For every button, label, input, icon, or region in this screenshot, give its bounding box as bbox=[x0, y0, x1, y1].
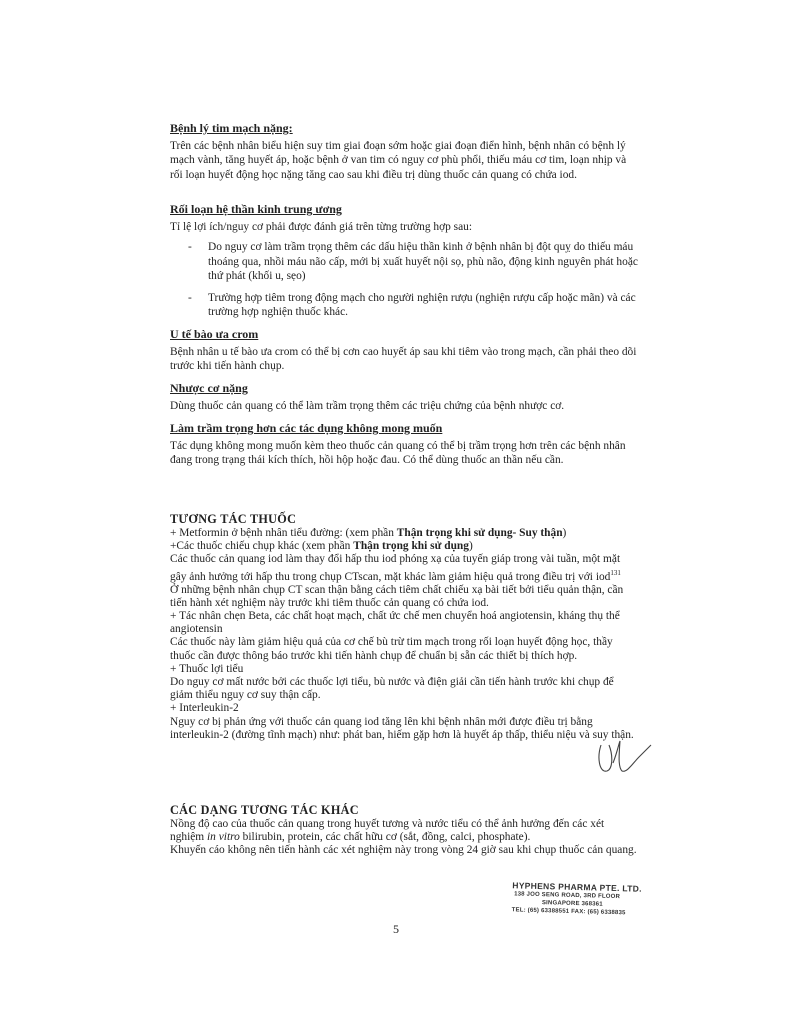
signature bbox=[593, 733, 653, 783]
section-myasthenia bbox=[170, 381, 638, 413]
superscript: 131 bbox=[610, 568, 621, 577]
section-paragraph: Dùng thuốc cản quang có thể làm trầm trọng thêm các triệu chứng của bệnh nhược cơ. bbox=[170, 400, 565, 412]
section-paragraph: Tỉ lệ lợi ích/nguy cơ phải được đánh giá trên từng trường hợp sau: bbox=[170, 221, 473, 233]
bullet-item: - Trường hợp tiêm trong động mạch cho người nghiện rượu (nghiện rượu cấp hoặc mãn) và các trường hợp nghiện thuốc khác. bbox=[170, 291, 638, 320]
other-line: Nồng độ cao của thuốc cản quang trong huyết tương và nước tiểu có thể ảnh hưởng đến các xét nghiệm in vitro bilirubin, protein, các chất hữu cơ (sắt, đồng, calci, phosphate). bbox=[170, 818, 605, 844]
other-line: Khuyến cáo không nên tiến hành các xét nghiệm này trong vòng 24 giờ sau khi chụp thuốc cản quang. bbox=[170, 844, 637, 857]
section-cns bbox=[170, 202, 638, 319]
interaction-line: + Tác nhân chẹn Beta, các chất hoạt mạch, chất ức chế men chuyển hoá angiotensin, kháng thụ thể angiotensin bbox=[170, 610, 620, 636]
section-heading: U tế bào ưa crom bbox=[170, 327, 259, 341]
section-paragraph: Tác dụng không mong muốn kèm theo thuốc cản quang có thể bị trầm trọng hơn trên các bệnh nhân đang trong trạng thái kích thích, hồi hộp hoặc đau. Có thể dùng thuốc an thần nếu cần. bbox=[170, 440, 626, 467]
page-number: 5 bbox=[393, 922, 399, 936]
interaction-line: +Các thuốc chiếu chụp khác (xem phần Thận trọng khi sử dụng) bbox=[170, 540, 473, 553]
stamp-address: 138 JOO SENG ROAD, 3RD FLOOR bbox=[514, 891, 621, 901]
stamp-address: SINGAPORE 368361 bbox=[541, 900, 603, 908]
section-heading: Làm trầm trọng hơn các tác dụng không mong muốn bbox=[170, 421, 443, 435]
interaction-line: Nguy cơ bị phản ứng với thuốc cản quang iod tăng lên khi bệnh nhân mới được điều trị bằng interleukin-2 (đường tĩnh mạch) như: phát ban, hiếm gặp hơn là huyết áp thấp, thiểu niệu và suy thận. bbox=[170, 715, 634, 741]
interaction-line: Các thuốc cản quang iod làm thay đổi hấp thu iod phóng xạ của tuyến giáp trong vài tuần, một mặt gây ảnh hưởng tới hấp thu trong chụp CTscan, mặt khác làm giảm hiệu quả trong điều trị với iod$^{131}$ bbox=[170, 553, 621, 583]
section-heading: Bệnh lý tim mạch nặng: bbox=[170, 121, 293, 135]
interactions-title: TƯƠNG TÁC THUỐC bbox=[170, 512, 297, 526]
other-interactions-title: CÁC DẠNG TƯƠNG TÁC KHÁC bbox=[170, 803, 359, 817]
company-stamp bbox=[512, 880, 642, 917]
section-paragraph: Bệnh nhân u tế bào ưa crom có thể bị cơn cao huyết áp sau khi tiêm vào trong mạch, cần phải theo dõi trước khi tiến hành chụp. bbox=[170, 346, 637, 373]
interaction-line: + Thuốc lợi tiểu bbox=[170, 662, 244, 675]
section-cardiovascular bbox=[170, 121, 638, 182]
interaction-line: Do nguy cơ mất nước bởi các thuốc lợi tiểu, bù nước và điện giải cần tiến hành trước khi chụp để giảm thiểu nguy cơ suy thận cấp. bbox=[170, 676, 614, 702]
other-interactions bbox=[170, 803, 638, 858]
stamp-phone: TEL: (65) 63388551 FAX: (65) 6338835 bbox=[511, 907, 626, 917]
interaction-line: + Metformin ở bệnh nhân tiểu đường: (xem phần Thận trọng khi sử dụng- Suy thận) bbox=[170, 527, 567, 539]
bullet-list bbox=[170, 240, 638, 319]
section-paragraph: Trên các bệnh nhân biểu hiện suy tim giai đoạn sớm hoặc giai đoạn điển hình, bệnh nhân có bệnh lý mạch vành, tăng huyết áp, hoặc bệnh ở van tim có nguy cơ phù phổi, thiếu máu cơ tim, loạn nhịp và rối loạn huyết động học nặng tăng cao sau khi điều trị dùng thuốc cản quang có chứa iod. bbox=[170, 140, 627, 181]
section-heading: Nhược cơ nặng bbox=[170, 381, 248, 395]
section-heading: Rối loạn hệ thần kinh trung ương bbox=[170, 202, 342, 216]
interaction-line: Các thuốc này làm giảm hiệu quả của cơ chế bù trừ tim mạch trong rối loạn huyết động học, thầy thuốc cần được thông báo trước khi tiến hành chụp để chuẩn bị sẵn các thiết bị thích hợp. bbox=[170, 636, 613, 662]
section-worsening-effects bbox=[170, 421, 638, 468]
interaction-line: + Interleukin-2 bbox=[170, 702, 239, 715]
bullet-item: - Do nguy cơ làm trầm trọng thêm các dấu hiệu thần kinh ở bệnh nhân bị đột quỵ do thiếu máu thoáng qua, nhồi máu não cấp, mới bị xuất huyết nội sọ, phù não, động kinh nguyên phát hoặc thứ phát (khối u, sẹo) bbox=[170, 240, 638, 283]
drug-interactions bbox=[170, 512, 638, 742]
section-pheochromocytoma bbox=[170, 327, 638, 374]
stamp-company: HYPHENS PHARMA PTE. LTD. bbox=[512, 880, 642, 894]
interaction-line: Ở những bệnh nhân chụp CT scan thận bằng cách tiêm chất chiếu xạ bài tiết bởi tiểu quản thận, cần tiến hành xét nghiệm này trước khi tiêm thuốc cản quang có chứa iod. bbox=[170, 583, 624, 609]
